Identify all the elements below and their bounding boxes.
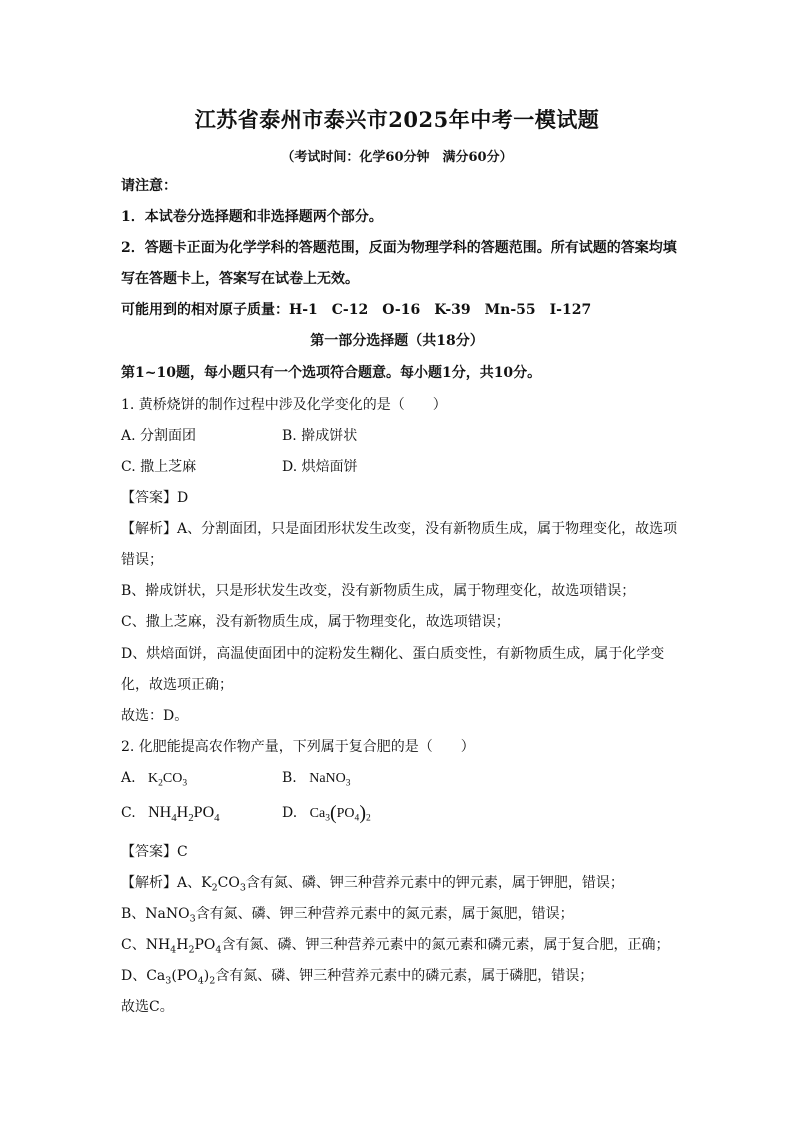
note-2-line2: 写在答题卡上，答案写在试卷上无效。	[121, 271, 359, 287]
text-part: H	[176, 937, 189, 953]
q1-explanation-d-line2: 化，故选项正确；	[121, 677, 233, 693]
exam-time-subtitle: （考试时间：化学60分钟 满分60分）	[281, 150, 513, 165]
paren-open: (	[329, 802, 337, 824]
subscript: 4	[197, 975, 204, 987]
subscript: 3	[325, 813, 330, 824]
note-2-line1: 2．答题卡正面为化学学科的答题范围，反面为物理学科的答题范围。所有试题的答案均填	[121, 240, 677, 256]
part1-heading: 第一部分选择题（共18分）	[310, 333, 484, 349]
subscript: 3	[189, 913, 196, 925]
q2-explanation-c	[121, 936, 669, 954]
text-part: D、Ca	[121, 968, 166, 984]
q2-option-b	[282, 769, 351, 788]
subscript: 4	[354, 813, 360, 824]
subscript: 2	[188, 944, 195, 956]
q1-stem: 1. 黄桥烧饼的制作过程中涉及化学变化的是（ ）	[121, 397, 447, 413]
q2-answer: 【答案】C	[121, 844, 188, 860]
subscript: 2	[211, 882, 218, 894]
q1-conclusion: 故选：D。	[121, 708, 189, 724]
formula	[148, 804, 220, 824]
text-part: (PO	[171, 968, 198, 984]
subscript: 3	[239, 882, 246, 894]
formula-part: PO	[193, 804, 215, 821]
formula-part: H	[176, 804, 189, 821]
paren-close: )	[359, 802, 366, 824]
subscript: 3	[165, 975, 172, 987]
notes-heading: 请注意：	[121, 178, 177, 194]
formula	[309, 771, 351, 789]
q1-explanation-a-line2: 错误；	[121, 552, 163, 568]
subscript: 4	[215, 944, 222, 956]
formula-part: Ca	[309, 806, 326, 821]
q2-option-a	[121, 769, 187, 788]
subscript: 4	[171, 811, 177, 824]
text-part: 含有氮、磷、钾三种营养元素中的钾元素，属于钾肥，错误；	[245, 875, 624, 891]
q2-explanation-b	[121, 905, 574, 923]
text-part: PO	[194, 937, 216, 953]
q1-explanation-d-line1: D、烘焙面饼，高温使面团中的淀粉发生糊化、蛋白质变性，有新物质生成，属于化学变	[121, 646, 665, 662]
q2-option-c	[121, 804, 220, 822]
atomic-masses: 可能用到的相对原子质量：H-1 C-12 O-16 K-39 Mn-55 I-127	[121, 302, 592, 318]
q2-conclusion: 故选C。	[121, 999, 174, 1015]
q2-stem: 2. 化肥能提高农作物产量，下列属于复合肥的是（ ）	[121, 739, 475, 755]
part1-instructions: 第1~10题，每小题只有一个选项符合题意。每小题1分，共10分。	[121, 365, 542, 381]
formula	[309, 802, 371, 824]
subscript: 3	[182, 778, 188, 789]
q2-explanation-a	[121, 874, 624, 892]
subscript: 4	[214, 811, 220, 824]
page-title: 江苏省泰州市泰兴市2025年中考一模试题	[194, 107, 600, 132]
text-part: 含有氮、磷、钾三种营养元素中的氮元素和磷元素，属于复合肥，正确；	[221, 937, 670, 953]
q1-answer: 【答案】D	[121, 490, 189, 506]
q1-option-c: C. 撒上芝麻	[121, 459, 197, 475]
q2-explanation-d	[121, 967, 593, 985]
text-part: )	[203, 968, 210, 984]
formula-part: PO	[336, 806, 355, 821]
text-part: 含有氮、磷、钾三种营养元素中的磷元素，属于磷肥，错误；	[215, 968, 594, 984]
text-part: B、NaNO	[121, 906, 190, 922]
subscript: 2	[365, 813, 371, 824]
formula	[148, 771, 188, 789]
option-label: D.	[282, 805, 298, 821]
q1-explanation-c: C、撒上芝麻，没有新物质生成，属于物理变化，故选项错误；	[121, 614, 510, 630]
formula-part: CO	[162, 771, 183, 786]
q2-option-d	[282, 804, 371, 823]
subscript: 2	[209, 975, 216, 987]
q1-explanation-a-line1: 【解析】A、分割面团，只是面团形状发生改变，没有新物质生成，属于物理变化，故选项	[121, 521, 678, 537]
text-part: 含有氮、磷、钾三种营养元素中的氮元素，属于氮肥，错误；	[195, 906, 574, 922]
text-part: C、NH	[121, 937, 171, 953]
subscript: 2	[158, 778, 163, 789]
note-1: 1．本试卷分选择题和非选择题两个部分。	[121, 209, 383, 225]
subscript: 2	[188, 811, 194, 824]
formula-part: K	[148, 771, 159, 786]
text-part: 【解析】A、K	[121, 875, 212, 891]
q1-option-a: A. 分割面团	[121, 428, 197, 444]
formula-part: NaNO	[309, 771, 346, 786]
subscript: 3	[345, 778, 351, 789]
formula-part: NH	[148, 804, 172, 821]
text-part: CO	[217, 875, 240, 891]
option-label: A.	[121, 770, 136, 786]
q1-option-b: B. 擀成饼状	[282, 428, 358, 444]
q1-explanation-b: B、擀成饼状，只是形状发生改变，没有新物质生成，属于物理变化，故选项错误；	[121, 583, 636, 599]
option-label: B.	[282, 770, 297, 786]
subscript: 4	[170, 944, 177, 956]
q1-option-d: D. 烘焙面饼	[282, 459, 358, 475]
option-label: C.	[121, 805, 136, 821]
